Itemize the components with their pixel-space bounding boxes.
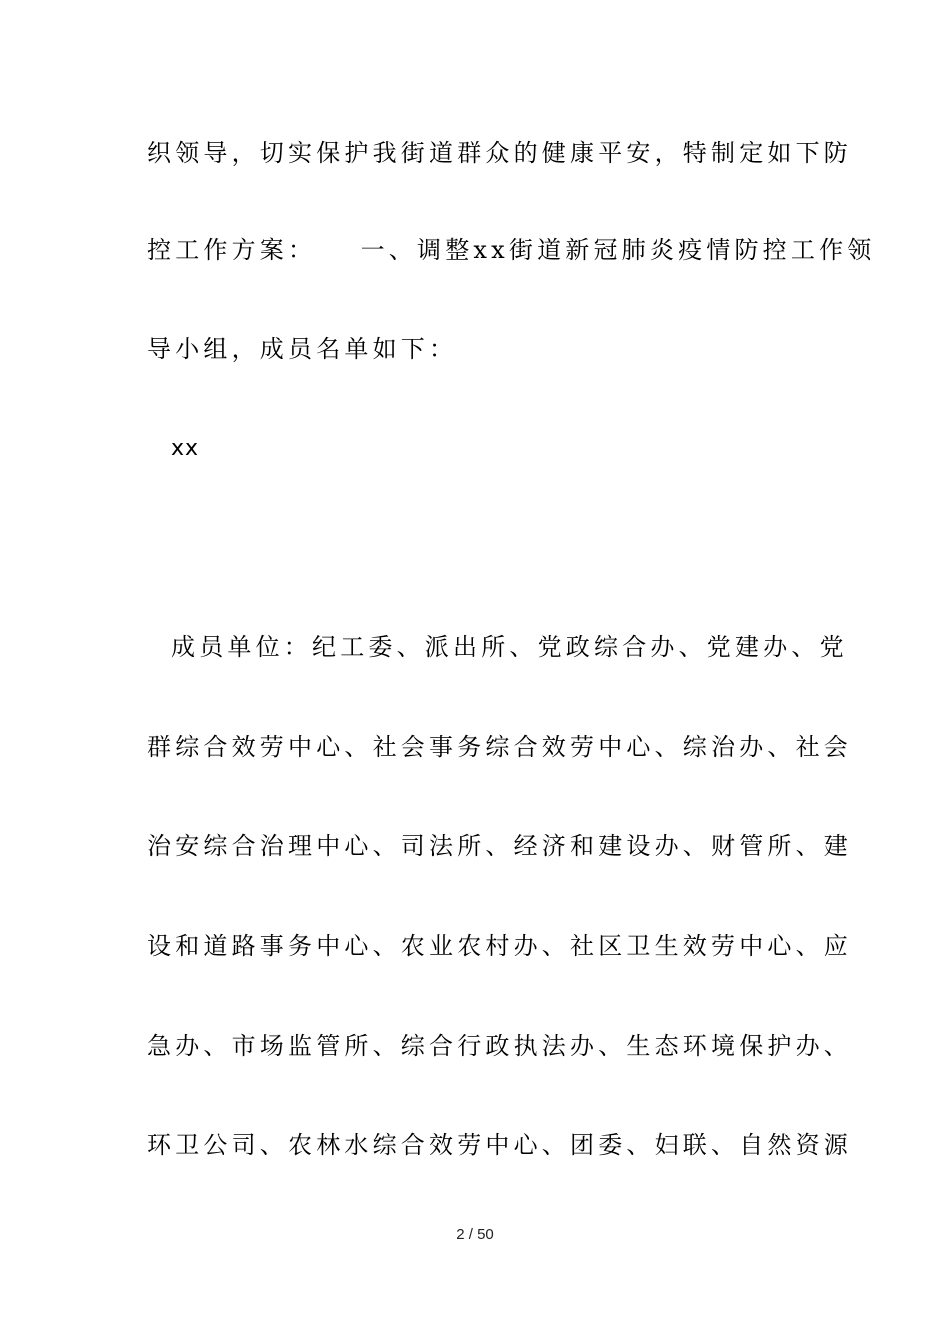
text-line-4-name-placeholder: xx	[171, 436, 200, 461]
text-line-1: 织领导，切实保护我街道群众的健康平安，特制定如下防	[147, 139, 852, 167]
text-line-2: 控工作方案： 一、调整xx街道新冠肺炎疫情防控工作领	[147, 236, 876, 264]
text-line-7: 治安综合治理中心、司法所、经济和建设办、财管所、建	[147, 832, 852, 860]
text-line-3: 导小组，成员名单如下：	[147, 335, 458, 363]
page-number: 2 / 50	[456, 1226, 494, 1243]
text-line-6: 群综合效劳中心、社会事务综合效劳中心、综治办、社会	[147, 733, 852, 761]
text-line-5: 成员单位：纪工委、派出所、党政综合办、党建办、党	[171, 633, 848, 661]
text-line-10: 环卫公司、农林水综合效劳中心、团委、妇联、自然资源	[147, 1131, 852, 1159]
text-line-9: 急办、市场监管所、综合行政执法办、生态环境保护办、	[147, 1032, 852, 1060]
text-line-8: 设和道路事务中心、农业农村办、社区卫生效劳中心、应	[147, 932, 852, 960]
